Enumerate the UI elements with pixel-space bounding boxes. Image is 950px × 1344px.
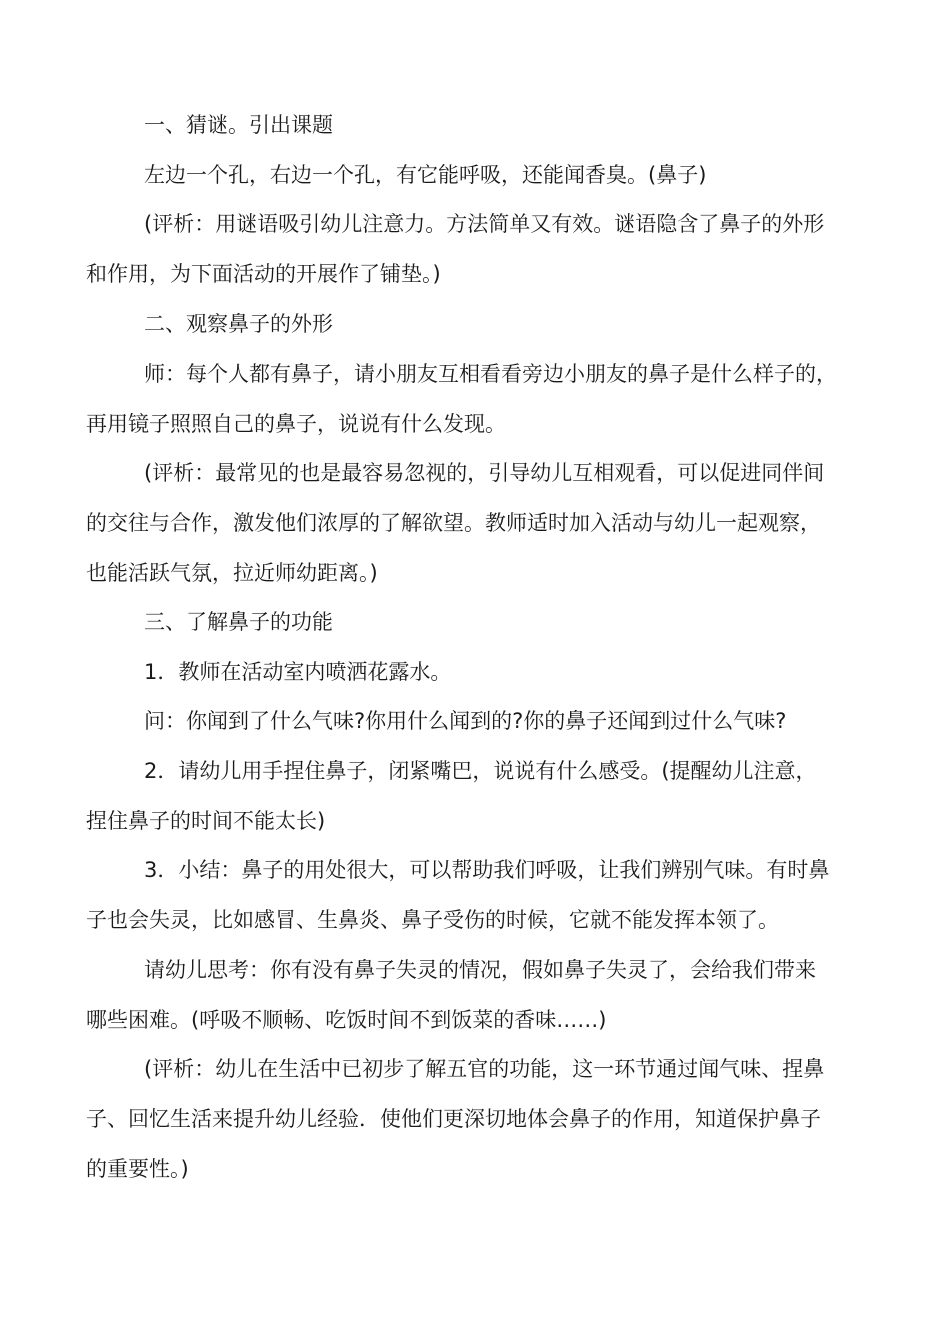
- text-line: 三、了解鼻子的功能: [144, 610, 333, 634]
- text-line: 哪些困难。(呼吸不顺畅、吃饭时间不到饭菜的香味……): [86, 1008, 607, 1032]
- text-line: 和作用，为下面活动的开展作了铺垫。): [86, 262, 441, 286]
- question-paragraph: [86, 696, 876, 746]
- text-line: 请幼儿思考：你有没有鼻子失灵的情况，假如鼻子失灵了，会给我们带来: [144, 958, 816, 982]
- text-line: 左边一个孔，右边一个孔，有它能呼吸，还能闻香臭。(鼻子): [144, 163, 707, 187]
- text-line: 的交往与合作，激发他们浓厚的了解欲望。教师适时加入活动与幼儿一起观察，: [86, 511, 821, 535]
- comment-paragraph-1: [86, 199, 876, 299]
- teacher-paragraph: [86, 349, 876, 449]
- text-line: 2．请幼儿用手捏住鼻子，闭紧嘴巴，说说有什么感受。(提醒幼儿注意，: [144, 759, 817, 783]
- step-3-paragraph: [86, 845, 876, 945]
- step-2-paragraph: [86, 746, 876, 846]
- comment-paragraph-2: [86, 448, 876, 598]
- text-line: 子、回忆生活来提升幼儿经验．使他们更深切地体会鼻子的作用，知道保护鼻子: [86, 1107, 821, 1131]
- text-line: 1．教师在活动室内喷洒花露水。: [144, 660, 452, 684]
- riddle-paragraph: [86, 150, 876, 200]
- text-line: (评析：幼儿在生活中已初步了解五官的功能，这一环节通过闻气味、捏鼻: [144, 1057, 825, 1081]
- text-line: 也能活跃气氛，拉近师幼距离。): [86, 561, 378, 585]
- comment-paragraph-3: [86, 1044, 876, 1194]
- section-heading-1: [86, 100, 876, 150]
- text-line: (评析：用谜语吸引幼儿注意力。方法简单又有效。谜语隐含了鼻子的外形: [144, 212, 825, 236]
- text-line: 二、观察鼻子的外形: [144, 312, 333, 336]
- text-line: 一、猜谜。引出课题: [144, 113, 333, 137]
- section-heading-3: [86, 597, 876, 647]
- text-line: 的重要性。): [86, 1157, 189, 1181]
- text-line: 捏住鼻子的时间不能太长): [86, 809, 326, 833]
- text-line: 再用镜子照照自己的鼻子，说说有什么发现。: [86, 412, 506, 436]
- text-line: 3．小结：鼻子的用处很大，可以帮助我们呼吸，让我们辨别气味。有时鼻: [144, 858, 830, 882]
- text-line: 师：每个人都有鼻子，请小朋友互相看看旁边小朋友的鼻子是什么样子的，: [144, 362, 837, 386]
- step-1-paragraph: [86, 647, 876, 697]
- text-line: 子也会失灵，比如感冒、生鼻炎、鼻子受伤的时候，它就不能发挥本领了。: [86, 908, 779, 932]
- think-paragraph: [86, 945, 876, 1045]
- section-heading-2: [86, 299, 876, 349]
- text-line: (评析：最常见的也是最容易忽视的，引导幼儿互相观看，可以促进同伴间: [144, 461, 825, 485]
- text-line: 问：你闻到了什么气味?你用什么闻到的?你的鼻子还闻到过什么气味?: [144, 709, 787, 733]
